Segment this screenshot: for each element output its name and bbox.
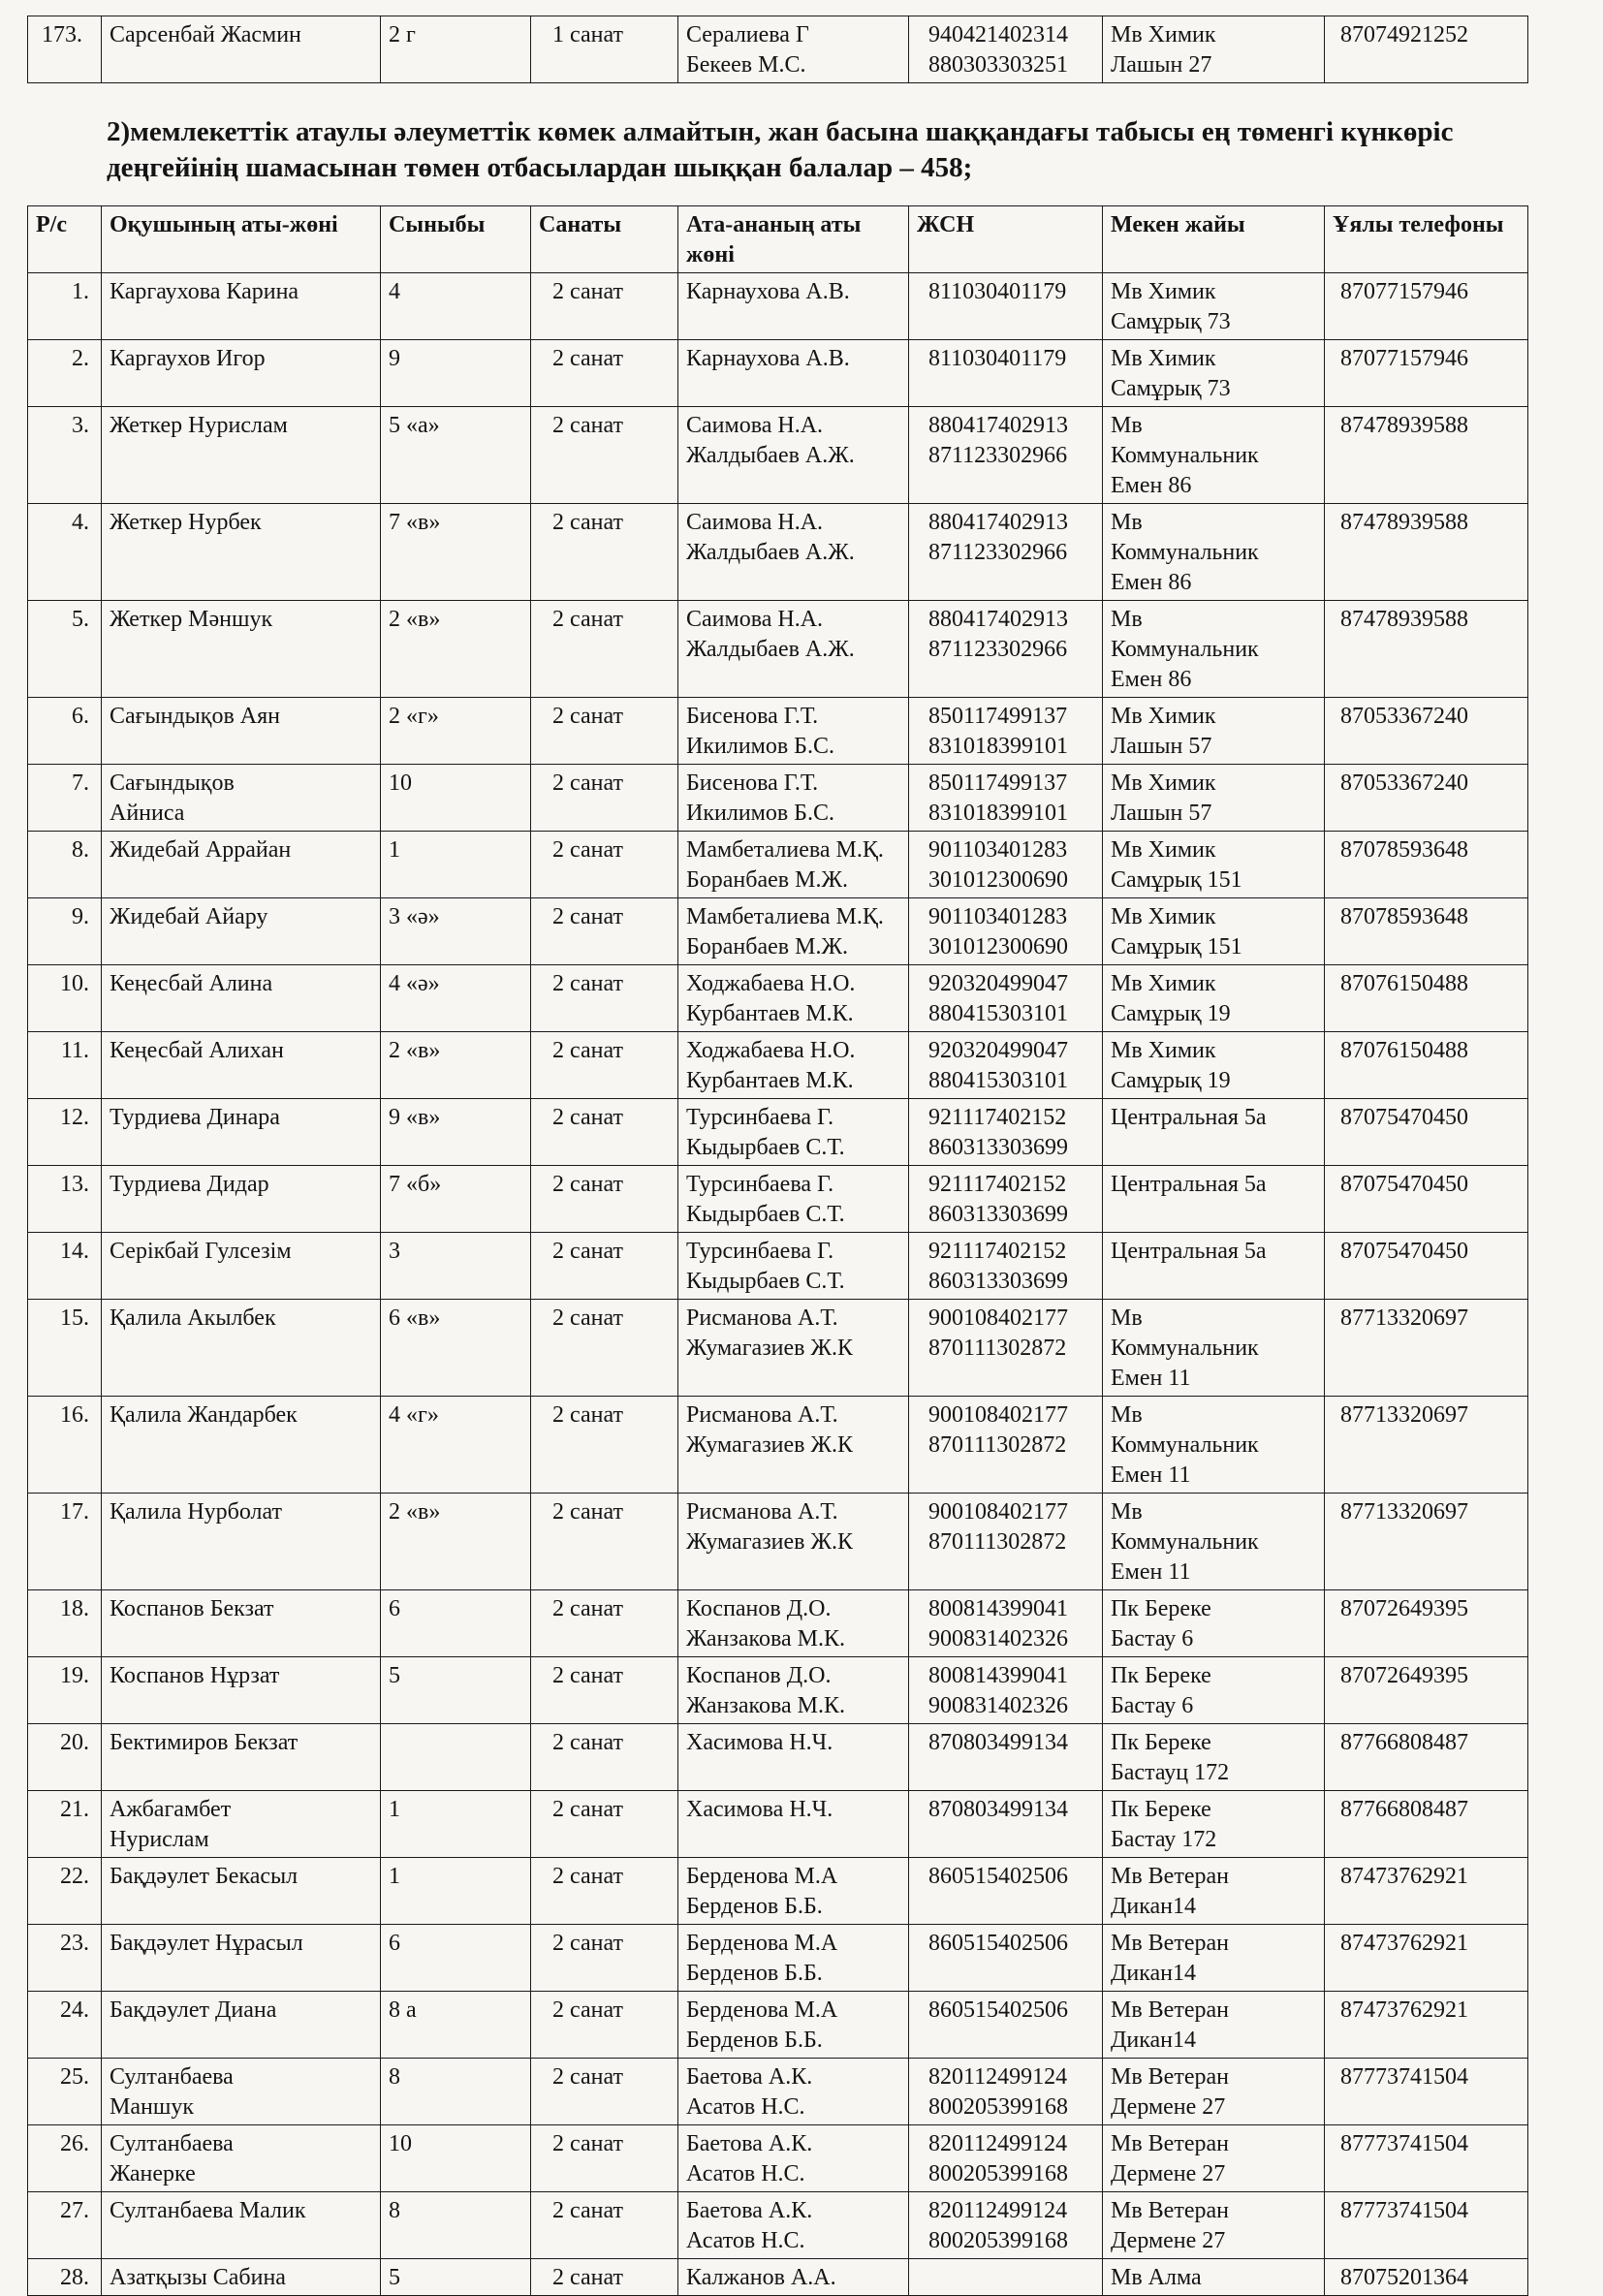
student-name: Жеткер Мәншук <box>102 601 381 698</box>
row-number: 27. <box>28 2192 102 2259</box>
table-row <box>28 273 1528 340</box>
student-name: Бақдәулет Нұрасыл <box>102 1925 381 1992</box>
home-address: Мв Химик Самұрық 73 <box>1103 273 1325 340</box>
student-name: Кеңесбай Алихан <box>102 1032 381 1099</box>
mobile-phone: 87077157946 <box>1325 340 1528 407</box>
table-row <box>28 1233 1528 1300</box>
student-grade: 4 «г» <box>381 1397 531 1494</box>
student-grade: 7 «в» <box>381 504 531 601</box>
continuation-table <box>27 16 1528 83</box>
student-category: 2 санат <box>531 898 678 965</box>
student-grade: 1 <box>381 1858 531 1925</box>
home-address: Мв Ветеран Дикан14 <box>1103 1858 1325 1925</box>
student-name: Қалила Нурболат <box>102 1494 381 1590</box>
home-address: Мв Коммунальник Емен 11 <box>1103 1300 1325 1397</box>
parents-names: Мамбеталиева М.Қ. Боранбаев М.Ж. <box>678 898 909 965</box>
student-name: Қалила Акылбек <box>102 1300 381 1397</box>
iin-numbers: 811030401179 <box>909 273 1103 340</box>
student-grade: 2 «г» <box>381 698 531 765</box>
home-address: Мв Химик Самұрық 151 <box>1103 832 1325 898</box>
student-name: Сарсенбай Жасмин <box>102 16 381 83</box>
row-number: 20. <box>28 1724 102 1791</box>
parents-names: Берденова М.А Берденов Б.Б. <box>678 1925 909 1992</box>
student-category: 2 санат <box>531 832 678 898</box>
student-category: 2 санат <box>531 1724 678 1791</box>
parents-names: Баетова А.К. Асатов Н.С. <box>678 2192 909 2259</box>
student-name: Азатқызы Сабина <box>102 2259 381 2296</box>
student-category: 2 санат <box>531 1233 678 1300</box>
home-address: Мв Коммунальник Емен 86 <box>1103 601 1325 698</box>
mobile-phone: 87473762921 <box>1325 1925 1528 1992</box>
row-number: 13. <box>28 1166 102 1233</box>
table-body <box>28 273 1528 2296</box>
parents-names: Калжанов А.А. <box>678 2259 909 2296</box>
student-category: 2 санат <box>531 1099 678 1166</box>
iin-numbers: 900108402177 870111302872 <box>909 1300 1103 1397</box>
iin-numbers: 800814399041 900831402326 <box>909 1590 1103 1657</box>
table-row <box>28 832 1528 898</box>
student-grade: 1 <box>381 1791 531 1858</box>
parents-names: Хасимова Н.Ч. <box>678 1724 909 1791</box>
student-category: 2 санат <box>531 1657 678 1724</box>
student-name: Сағындықов Аян <box>102 698 381 765</box>
home-address: Центральная 5а <box>1103 1099 1325 1166</box>
iin-numbers: 920320499047 880415303101 <box>909 1032 1103 1099</box>
student-grade: 6 <box>381 1590 531 1657</box>
column-header: Ата-ананың аты жөні <box>678 206 909 273</box>
mobile-phone: 87075470450 <box>1325 1099 1528 1166</box>
student-grade: 2 «в» <box>381 1032 531 1099</box>
table-row <box>28 1300 1528 1397</box>
home-address: Мв Коммунальник Емен 86 <box>1103 407 1325 504</box>
row-number: 24. <box>28 1992 102 2059</box>
column-header: Санаты <box>531 206 678 273</box>
home-address: Мв Химик Самұрық 19 <box>1103 965 1325 1032</box>
student-name: Каргаухов Игор <box>102 340 381 407</box>
mobile-phone: 87713320697 <box>1325 1300 1528 1397</box>
student-category: 2 санат <box>531 698 678 765</box>
parents-names: Карнаухова А.В. <box>678 273 909 340</box>
student-name: Бектимиров Бекзат <box>102 1724 381 1791</box>
student-grade: 8 <box>381 2059 531 2125</box>
parents-names: Карнаухова А.В. <box>678 340 909 407</box>
table-row <box>28 2059 1528 2125</box>
student-grade: 6 <box>381 1925 531 1992</box>
student-category: 2 санат <box>531 1590 678 1657</box>
student-name: Каргаухова Карина <box>102 273 381 340</box>
row-number: 16. <box>28 1397 102 1494</box>
student-grade: 8 <box>381 2192 531 2259</box>
students-table <box>27 205 1528 2296</box>
row-number: 4. <box>28 504 102 601</box>
row-number: 26. <box>28 2125 102 2192</box>
student-grade: 9 <box>381 340 531 407</box>
table-row <box>28 765 1528 832</box>
home-address: Пк Береке Бастауц 172 <box>1103 1724 1325 1791</box>
row-number: 7. <box>28 765 102 832</box>
parents-names: Саимова Н.А. Жалдыбаев А.Ж. <box>678 504 909 601</box>
home-address: Пк Береке Бастау 6 <box>1103 1657 1325 1724</box>
mobile-phone: 87773741504 <box>1325 2192 1528 2259</box>
row-number: 1. <box>28 273 102 340</box>
mobile-phone: 87478939588 <box>1325 407 1528 504</box>
mobile-phone: 87478939588 <box>1325 601 1528 698</box>
mobile-phone: 87473762921 <box>1325 1992 1528 2059</box>
row-number: 5. <box>28 601 102 698</box>
student-name: Кеңесбай Алина <box>102 965 381 1032</box>
student-name: Ажбагамбет Нурислам <box>102 1791 381 1858</box>
parents-names: Саимова Н.А. Жалдыбаев А.Ж. <box>678 601 909 698</box>
student-category: 2 санат <box>531 340 678 407</box>
home-address: Мв Ветеран Дермене 27 <box>1103 2059 1325 2125</box>
iin-numbers: 860515402506 <box>909 1992 1103 2059</box>
student-category: 2 санат <box>531 1925 678 1992</box>
parents-names: Ходжабаева Н.О. Курбантаев М.К. <box>678 1032 909 1099</box>
row-number: 14. <box>28 1233 102 1300</box>
table-row <box>28 1791 1528 1858</box>
row-number: 6. <box>28 698 102 765</box>
home-address: Мв Ветеран Дикан14 <box>1103 1992 1325 2059</box>
table-header-row <box>28 206 1528 273</box>
table-row <box>28 965 1528 1032</box>
parents-names: Берденова М.А Берденов Б.Б. <box>678 1858 909 1925</box>
student-name: Жеткер Нурислам <box>102 407 381 504</box>
table-row <box>28 1397 1528 1494</box>
parents-names: Рисманова А.Т. Жумагазиев Ж.К <box>678 1397 909 1494</box>
home-address: Пк Береке Бастау 172 <box>1103 1791 1325 1858</box>
student-name: Бақдәулет Диана <box>102 1992 381 2059</box>
parents-names: Рисманова А.Т. Жумагазиев Ж.К <box>678 1300 909 1397</box>
student-category: 2 санат <box>531 1397 678 1494</box>
student-name: Бақдәулет Бекасыл <box>102 1858 381 1925</box>
parents-names: Турсинбаева Г. Кыдырбаев С.Т. <box>678 1099 909 1166</box>
mobile-phone: 87053367240 <box>1325 698 1528 765</box>
student-category: 2 санат <box>531 965 678 1032</box>
parents-names: Бисенова Г.Т. Икилимов Б.С. <box>678 698 909 765</box>
parents-names: Коспанов Д.О. Жанзакова М.К. <box>678 1590 909 1657</box>
row-number: 18. <box>28 1590 102 1657</box>
home-address: Мв Ветеран Дермене 27 <box>1103 2125 1325 2192</box>
student-category: 2 санат <box>531 1992 678 2059</box>
table-row <box>28 698 1528 765</box>
column-header: Мекен жайы <box>1103 206 1325 273</box>
iin-numbers: 860515402506 <box>909 1925 1103 1992</box>
mobile-phone: 87713320697 <box>1325 1397 1528 1494</box>
iin-numbers: 921117402152 860313303699 <box>909 1099 1103 1166</box>
row-number: 21. <box>28 1791 102 1858</box>
row-number: 28. <box>28 2259 102 2296</box>
student-name: Жидебай Айару <box>102 898 381 965</box>
student-grade: 2 «в» <box>381 601 531 698</box>
parents-names: Берденова М.А Берденов Б.Б. <box>678 1992 909 2059</box>
iin-numbers: 880417402913 871123302966 <box>909 601 1103 698</box>
table-row <box>28 1925 1528 1992</box>
mobile-phone: 87773741504 <box>1325 2059 1528 2125</box>
parents-names: Турсинбаева Г. Кыдырбаев С.Т. <box>678 1233 909 1300</box>
parents-names: Бисенова Г.Т. Икилимов Б.С. <box>678 765 909 832</box>
table-row <box>28 1657 1528 1724</box>
mobile-phone: 87076150488 <box>1325 1032 1528 1099</box>
student-category: 2 санат <box>531 1166 678 1233</box>
table-row <box>28 2125 1528 2192</box>
student-category: 2 санат <box>531 2059 678 2125</box>
row-number: 2. <box>28 340 102 407</box>
student-grade: 8 а <box>381 1992 531 2059</box>
student-grade: 5 «а» <box>381 407 531 504</box>
mobile-phone: 87075470450 <box>1325 1166 1528 1233</box>
parents-names: Баетова А.К. Асатов Н.С. <box>678 2059 909 2125</box>
student-category: 2 санат <box>531 1494 678 1590</box>
student-category: 2 санат <box>531 2192 678 2259</box>
student-name: Турдиева Дидар <box>102 1166 381 1233</box>
student-category: 2 санат <box>531 504 678 601</box>
table-row <box>28 16 1528 83</box>
student-category: 2 санат <box>531 1032 678 1099</box>
home-address: Мв Коммунальник Емен 11 <box>1103 1494 1325 1590</box>
row-number: 3. <box>28 407 102 504</box>
iin-numbers: 811030401179 <box>909 340 1103 407</box>
student-grade: 3 <box>381 1233 531 1300</box>
iin-numbers <box>909 2259 1103 2296</box>
parents-names: Сералиева Г Бекеев М.С. <box>678 16 909 83</box>
mobile-phone: 87074921252 <box>1325 16 1528 83</box>
iin-numbers: 800814399041 900831402326 <box>909 1657 1103 1724</box>
table-row <box>28 1166 1528 1233</box>
table-row <box>28 1590 1528 1657</box>
student-category: 2 санат <box>531 1858 678 1925</box>
iin-numbers: 880417402913 871123302966 <box>909 407 1103 504</box>
mobile-phone: 87072649395 <box>1325 1657 1528 1724</box>
parents-names: Баетова А.К. Асатов Н.С. <box>678 2125 909 2192</box>
home-address: Мв Алма <box>1103 2259 1325 2296</box>
mobile-phone: 87766808487 <box>1325 1791 1528 1858</box>
row-number: 10. <box>28 965 102 1032</box>
mobile-phone: 87766808487 <box>1325 1724 1528 1791</box>
student-grade: 4 «ә» <box>381 965 531 1032</box>
iin-numbers: 901103401283 301012300690 <box>909 832 1103 898</box>
parents-names: Саимова Н.А. Жалдыбаев А.Ж. <box>678 407 909 504</box>
mobile-phone: 87078593648 <box>1325 832 1528 898</box>
parents-names: Ходжабаева Н.О. Курбантаев М.К. <box>678 965 909 1032</box>
row-number: 9. <box>28 898 102 965</box>
student-category: 2 санат <box>531 1791 678 1858</box>
student-grade: 5 <box>381 2259 531 2296</box>
home-address: Мв Коммунальник Емен 11 <box>1103 1397 1325 1494</box>
home-address: Центральная 5а <box>1103 1166 1325 1233</box>
student-category: 2 санат <box>531 273 678 340</box>
table-row <box>28 340 1528 407</box>
parents-names: Рисманова А.Т. Жумагазиев Ж.К <box>678 1494 909 1590</box>
student-name: Коспанов Бекзат <box>102 1590 381 1657</box>
student-category: 2 санат <box>531 407 678 504</box>
parents-names: Мамбеталиева М.Қ. Боранбаев М.Ж. <box>678 832 909 898</box>
iin-numbers: 901103401283 301012300690 <box>909 898 1103 965</box>
home-address: Мв Коммунальник Емен 86 <box>1103 504 1325 601</box>
home-address: Мв Химик Лашын 57 <box>1103 765 1325 832</box>
table-row <box>28 601 1528 698</box>
home-address: Мв Химик Самұрық 151 <box>1103 898 1325 965</box>
student-name: Серікбай Гулсезім <box>102 1233 381 1300</box>
home-address: Мв Ветеран Дермене 27 <box>1103 2192 1325 2259</box>
parents-names: Коспанов Д.О. Жанзакова М.К. <box>678 1657 909 1724</box>
student-grade <box>381 1724 531 1791</box>
student-grade: 6 «в» <box>381 1300 531 1397</box>
student-grade: 4 <box>381 273 531 340</box>
student-category: 2 санат <box>531 2259 678 2296</box>
mobile-phone: 87076150488 <box>1325 965 1528 1032</box>
iin-numbers: 920320499047 880415303101 <box>909 965 1103 1032</box>
table-row <box>28 1099 1528 1166</box>
iin-numbers: 870803499134 <box>909 1724 1103 1791</box>
student-grade: 3 «ә» <box>381 898 531 965</box>
student-name: Султанбаева Жанерке <box>102 2125 381 2192</box>
mobile-phone: 87473762921 <box>1325 1858 1528 1925</box>
student-name: Қалила Жандарбек <box>102 1397 381 1494</box>
student-name: Жидебай Аррайан <box>102 832 381 898</box>
parents-names: Хасимова Н.Ч. <box>678 1791 909 1858</box>
row-number: 8. <box>28 832 102 898</box>
student-name: Султанбаева Маншук <box>102 2059 381 2125</box>
student-category: 2 санат <box>531 765 678 832</box>
column-header: Р/с <box>28 206 102 273</box>
mobile-phone: 87075201364 <box>1325 2259 1528 2296</box>
iin-numbers: 880417402913 871123302966 <box>909 504 1103 601</box>
parents-names: Турсинбаева Г. Кыдырбаев С.Т. <box>678 1166 909 1233</box>
student-grade: 2 «в» <box>381 1494 531 1590</box>
table-row <box>28 407 1528 504</box>
iin-numbers: 900108402177 870111302872 <box>909 1397 1103 1494</box>
column-header: Ұялы телефоны <box>1325 206 1528 273</box>
mobile-phone: 87075470450 <box>1325 1233 1528 1300</box>
student-name: Сағындықов Айниса <box>102 765 381 832</box>
row-number: 19. <box>28 1657 102 1724</box>
student-grade: 2 г <box>381 16 531 83</box>
iin-numbers: 921117402152 860313303699 <box>909 1233 1103 1300</box>
iin-numbers: 820112499124 800205399168 <box>909 2059 1103 2125</box>
iin-numbers: 900108402177 870111302872 <box>909 1494 1103 1590</box>
table-row <box>28 1724 1528 1791</box>
row-number: 11. <box>28 1032 102 1099</box>
row-number: 22. <box>28 1858 102 1925</box>
table-row <box>28 1494 1528 1590</box>
iin-numbers: 850117499137 831018399101 <box>909 698 1103 765</box>
mobile-phone: 87077157946 <box>1325 273 1528 340</box>
student-grade: 10 <box>381 2125 531 2192</box>
column-header: ЖСН <box>909 206 1103 273</box>
student-name: Турдиева Динара <box>102 1099 381 1166</box>
student-name: Султанбаева Малик <box>102 2192 381 2259</box>
mobile-phone: 87478939588 <box>1325 504 1528 601</box>
home-address: Пк Береке Бастау 6 <box>1103 1590 1325 1657</box>
table-row <box>28 1992 1528 2059</box>
column-header: Оқушының аты-жөні <box>102 206 381 273</box>
section-heading: 2)мемлекеттік атаулы әлеуметтік көмек алмайтын, жан басына шаққандағы табысы ең төменгі күнкөріс деңгейінің шамасынан төмен отбасылардан шыққан балалар – 458; <box>107 116 1454 183</box>
home-address: Мв Химик Самұрық 19 <box>1103 1032 1325 1099</box>
iin-numbers: 870803499134 <box>909 1791 1103 1858</box>
student-grade: 10 <box>381 765 531 832</box>
student-category: 1 санат <box>531 16 678 83</box>
home-address: Центральная 5а <box>1103 1233 1325 1300</box>
row-number: 15. <box>28 1300 102 1397</box>
table-row <box>28 2259 1528 2296</box>
row-number: 25. <box>28 2059 102 2125</box>
iin-numbers: 820112499124 800205399168 <box>909 2125 1103 2192</box>
mobile-phone: 87773741504 <box>1325 2125 1528 2192</box>
iin-numbers: 940421402314 880303303251 <box>909 16 1103 83</box>
iin-numbers: 921117402152 860313303699 <box>909 1166 1103 1233</box>
row-number: 173. <box>28 16 102 83</box>
column-header: Сыныбы <box>381 206 531 273</box>
home-address: Мв Химик Лашын 27 <box>1103 16 1325 83</box>
iin-numbers: 850117499137 831018399101 <box>909 765 1103 832</box>
student-grade: 5 <box>381 1657 531 1724</box>
student-grade: 1 <box>381 832 531 898</box>
iin-numbers: 820112499124 800205399168 <box>909 2192 1103 2259</box>
student-name: Жеткер Нурбек <box>102 504 381 601</box>
home-address: Мв Ветеран Дикан14 <box>1103 1925 1325 1992</box>
table-row <box>28 1032 1528 1099</box>
student-category: 2 санат <box>531 2125 678 2192</box>
table-row <box>28 1858 1528 1925</box>
mobile-phone: 87713320697 <box>1325 1494 1528 1590</box>
row-number: 12. <box>28 1099 102 1166</box>
row-number: 17. <box>28 1494 102 1590</box>
row-number: 23. <box>28 1925 102 1992</box>
mobile-phone: 87053367240 <box>1325 765 1528 832</box>
table-row <box>28 504 1528 601</box>
home-address: Мв Химик Самұрық 73 <box>1103 340 1325 407</box>
mobile-phone: 87078593648 <box>1325 898 1528 965</box>
iin-numbers: 860515402506 <box>909 1858 1103 1925</box>
home-address: Мв Химик Лашын 57 <box>1103 698 1325 765</box>
table-row <box>28 898 1528 965</box>
student-name: Коспанов Нұрзат <box>102 1657 381 1724</box>
student-category: 2 санат <box>531 1300 678 1397</box>
table-row <box>28 2192 1528 2259</box>
student-category: 2 санат <box>531 601 678 698</box>
student-grade: 9 «в» <box>381 1099 531 1166</box>
mobile-phone: 87072649395 <box>1325 1590 1528 1657</box>
student-grade: 7 «б» <box>381 1166 531 1233</box>
